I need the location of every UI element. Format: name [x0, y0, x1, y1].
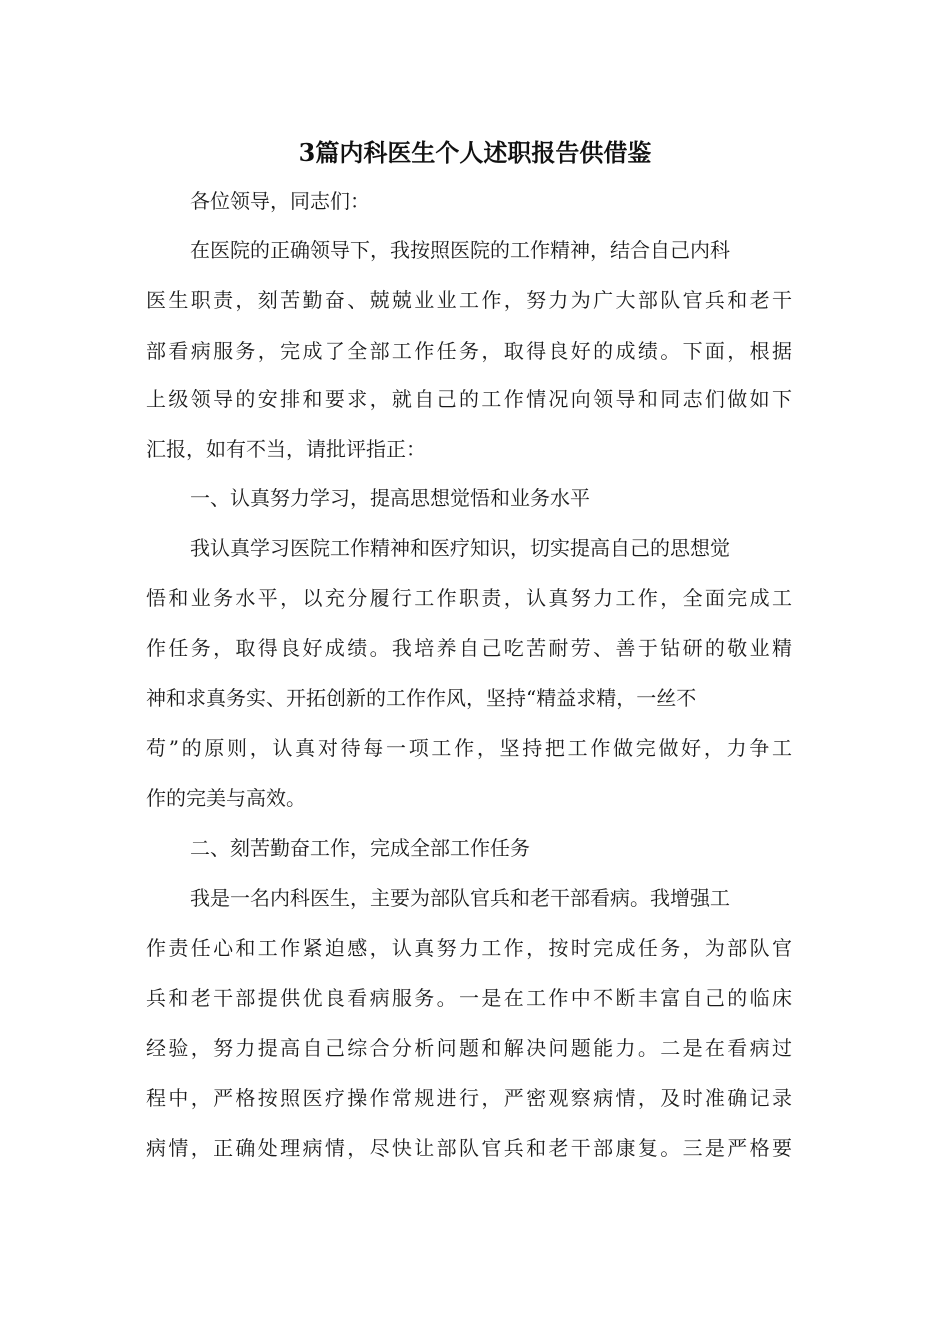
section2-line: 作责任心和工作紧迫感，认真努力工作，按时完成任务，为部队官 — [146, 936, 792, 960]
section2-line: 兵和老干部提供优良看病服务。一是在工作中不断丰富自己的临床 — [146, 986, 792, 1010]
section2-line: 程中，严格按照医疗操作常规进行，严密观察病情，及时准确记录 — [146, 1086, 792, 1110]
greeting-line: 各位领导，同志们： — [190, 189, 370, 213]
section-heading: 二、刻苦勤奋工作，完成全部工作任务 — [190, 836, 530, 860]
intro-line: 上级领导的安排和要求，就自己的工作情况向领导和同志们做如下 — [146, 387, 792, 411]
section1-line: 作的完美与高效。 — [146, 786, 306, 810]
section1-line: 苟”的原则，认真对待每一项工作，坚持把工作做完做好，力争工 — [146, 736, 792, 760]
intro-line: 部看病服务，完成了全部工作任务，取得良好的成绩。下面，根据 — [146, 339, 792, 363]
section1-line: 作任务，取得良好成绩。我培养自己吃苦耐劳、善于钻研的敬业精 — [146, 636, 792, 660]
section2-line: 经验，努力提高自己综合分析问题和解决问题能力。二是在看病过 — [146, 1036, 792, 1060]
document-title: 3篇内科医生个人述职报告供借鉴 — [298, 138, 652, 167]
intro-line: 汇报，如有不当，请批评指正： — [146, 437, 426, 461]
section2-line: 病情，正确处理病情，尽快让部队官兵和老干部康复。三是严格要 — [146, 1136, 792, 1160]
section1-line: 悟和业务水平，以充分履行工作职责，认真努力工作，全面完成工 — [146, 586, 792, 610]
section2-line: 我是一名内科医生，主要为部队官兵和老干部看病。我增强工 — [190, 886, 730, 910]
section1-line: 我认真学习医院工作精神和医疗知识，切实提高自己的思想觉 — [190, 536, 730, 560]
section1-line: 神和求真务实、开拓创新的工作作风，坚持“精益求精，一丝不 — [146, 686, 697, 710]
intro-line: 在医院的正确领导下，我按照医院的工作精神，结合自己内科 — [190, 238, 730, 262]
intro-line: 医生职责，刻苦勤奋、兢兢业业工作，努力为广大部队官兵和老干 — [146, 288, 792, 312]
section-heading: 一、认真努力学习，提高思想觉悟和业务水平 — [190, 486, 590, 510]
